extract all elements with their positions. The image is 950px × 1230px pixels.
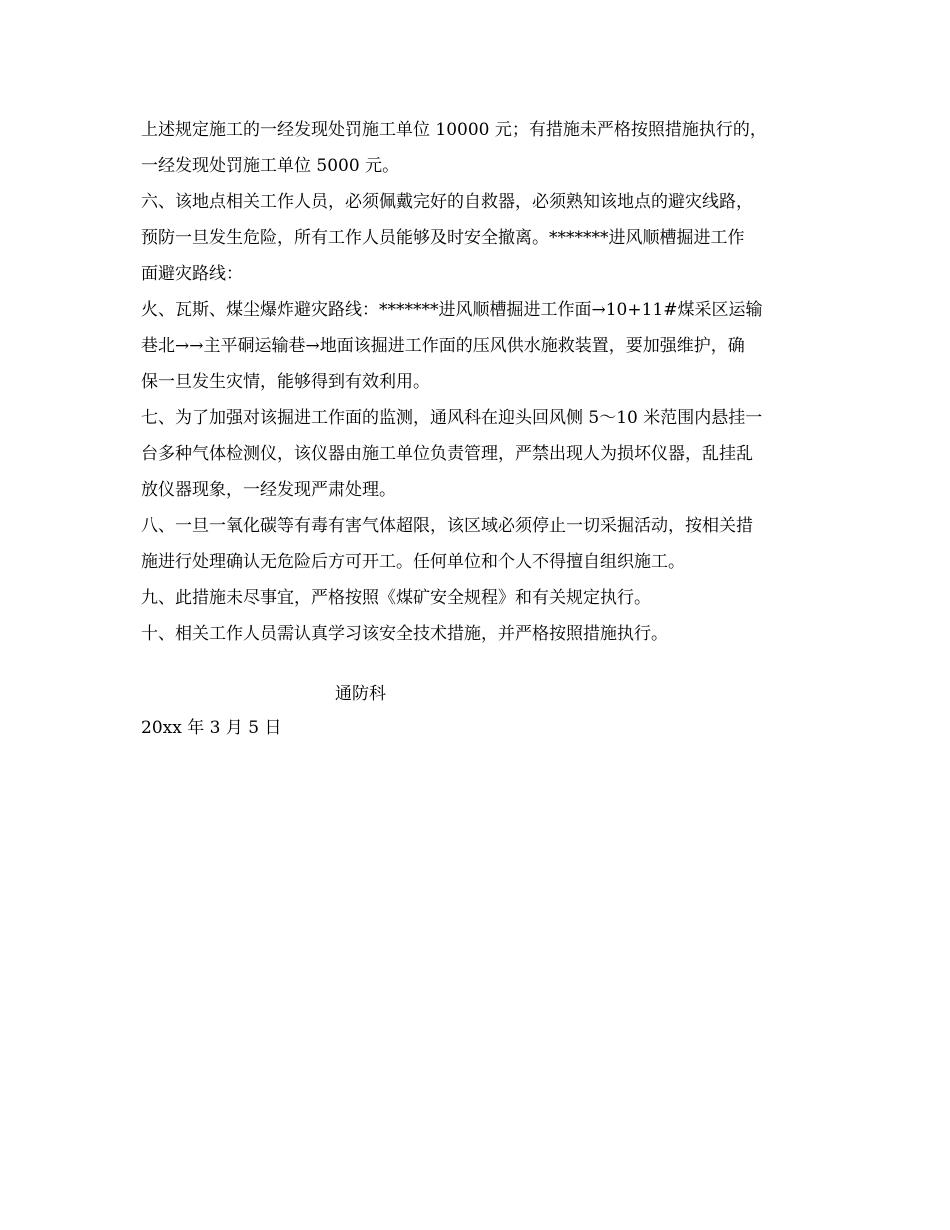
document-body [141, 112, 813, 652]
text-line: 施进行处理确认无危险后方可开工。任何单位和个人不得擅自组织施工。 [141, 552, 685, 572]
text-line: 六、该地点相关工作人员，必须佩戴完好的自救器，必须熟知该地点的避灾线路， [141, 192, 753, 212]
department-signature: 通防科 [335, 684, 386, 704]
text-line: 九、此措施未尽事宜，严格按照《煤矿安全规程》和有关规定执行。 [141, 588, 651, 608]
text-line: 台多种气体检测仪，该仪器由施工单位负责管理，严禁出现人为损坏仪器，乱挂乱 [141, 444, 753, 464]
text-line: 面避灾路线： [141, 264, 243, 284]
text-line: 八、一旦一氧化碳等有毒有害气体超限，该区域必须停止一切采掘活动，按相关措 [141, 516, 753, 536]
text-line: 放仪器现象，一经发现严肃处理。 [141, 480, 396, 500]
text-line: 七、为了加强对该掘进工作面的监测，通风科在迎头回风侧 5～10 米范围内悬挂一 [141, 408, 763, 428]
text-line: 巷北→→主平硐运输巷→地面该掘进工作面的压风供水施救装置，要加强维护，确 [141, 336, 745, 356]
text-line: 上述规定施工的一经发现处罚施工单位 10000 元；有措施未严格按照措施执行的， [141, 120, 767, 140]
text-line: 保一旦发生灾情，能够得到有效利用。 [141, 372, 430, 392]
document-date: 20xx 年 3 月 5 日 [141, 718, 282, 738]
text-line: 一经发现处罚施工单位 5000 元。 [141, 156, 400, 176]
text-line: 预防一旦发生危险，所有工作人员能够及时安全撤离。*******进风顺槽掘进工作 [141, 228, 745, 248]
text-line: 火、瓦斯、煤尘爆炸避灾路线：*******进风顺槽掘进工作面→10+11#煤采区运输 [141, 300, 763, 320]
text-line: 十、相关工作人员需认真学习该安全技术措施，并严格按照措施执行。 [141, 624, 668, 644]
